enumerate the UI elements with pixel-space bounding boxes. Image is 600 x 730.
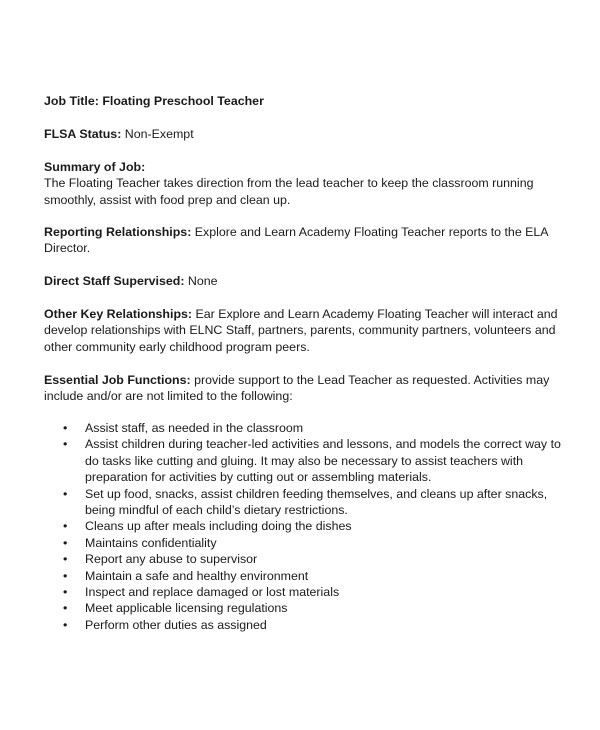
list-item-text: Inspect and replace damaged or lost materials (85, 585, 340, 600)
direct-staff-value: None (184, 274, 218, 288)
list-item-text: Meet applicable licensing regulations (85, 601, 288, 616)
bullet-icon: • (63, 617, 68, 632)
list-item-text: Maintains confidentiality (85, 535, 217, 550)
list-item-text: Cleans up after meals including doing the dishes (85, 519, 352, 534)
reporting-text: Explore and Learn Academy Floating Teacher reports to the ELA (191, 225, 549, 239)
bullet-icon: • (63, 535, 68, 550)
direct-staff-label: Direct Staff Supervised: (44, 274, 185, 288)
list-item (44, 568, 561, 584)
bullet-icon: • (63, 585, 68, 600)
bullet-icon: • (63, 486, 68, 501)
other-key-text: develop relationships with ELNC Staff, partners, parents, community partners, volunteers and (44, 323, 556, 338)
list-item-text: Assist staff, as needed in the classroom (85, 421, 304, 435)
list-item-text: do tasks like cutting and gluing. It may also be necessary to assist teachers with (85, 453, 524, 468)
list-item-text: Maintain a safe and healthy environment (85, 568, 309, 583)
reporting-section (44, 224, 574, 257)
job-title (44, 93, 574, 109)
essential-section (44, 372, 574, 405)
list-item-text: preparation for activities by cutting out or assembling materials. (85, 470, 432, 485)
summary-text: smoothly, assist with food prep and clean up. (44, 192, 291, 207)
bullet-icon: • (63, 519, 68, 534)
list-item-text: Perform other duties as assigned (85, 617, 267, 632)
other-key-text: Ear Explore and Learn Academy Floating Teacher will interact and (192, 307, 558, 321)
essential-text: provide support to the Lead Teacher as requested. Activities may (190, 373, 550, 387)
other-key-label: Other Key Relationships: (44, 307, 193, 321)
list-item (44, 420, 561, 436)
list-item (44, 518, 561, 534)
essential-text: include and/or are not limited to the following: (44, 389, 293, 404)
other-key-text: other community early childhood program peers. (44, 339, 310, 354)
flsa-value: Non-Exempt (124, 127, 194, 141)
bullet-icon: • (63, 437, 68, 452)
flsa-status (44, 126, 574, 142)
list-item-text: Report any abuse to supervisor (85, 552, 258, 567)
summary-label: Summary of Job: (44, 160, 146, 174)
reporting-label: Reporting Relationships: (44, 225, 192, 239)
bullet-icon: • (63, 568, 68, 583)
list-item-text: Assist children during teacher-led activities and lessons, and models the correct way to (85, 437, 561, 452)
list-item (44, 436, 561, 485)
other-key-section (44, 306, 574, 355)
list-item-text: Set up food, snacks, assist children feeding themselves, and cleans up after snacks, (85, 486, 548, 501)
list-item-text: being mindful of each child’s dietary restrictions. (85, 503, 348, 518)
bullet-icon: • (63, 552, 68, 567)
list-item (44, 551, 561, 567)
job-title-value: Floating Preschool Teacher (102, 94, 264, 108)
direct-staff-section (44, 273, 574, 289)
bullet-icon: • (63, 601, 68, 616)
list-item (44, 584, 561, 600)
list-item (44, 600, 561, 616)
essential-label: Essential Job Functions: (44, 373, 191, 387)
bullet-icon: • (63, 421, 68, 435)
essential-functions-list (44, 420, 561, 633)
summary-section (44, 159, 574, 208)
flsa-label: FLSA Status: (44, 127, 122, 141)
list-item (44, 486, 561, 519)
job-title-label: Job Title: (44, 94, 99, 108)
list-item (44, 535, 561, 551)
summary-text: The Floating Teacher takes direction from the lead teacher to keep the classroom running (44, 176, 534, 191)
list-item (44, 617, 561, 633)
reporting-text: Director. (44, 241, 91, 256)
